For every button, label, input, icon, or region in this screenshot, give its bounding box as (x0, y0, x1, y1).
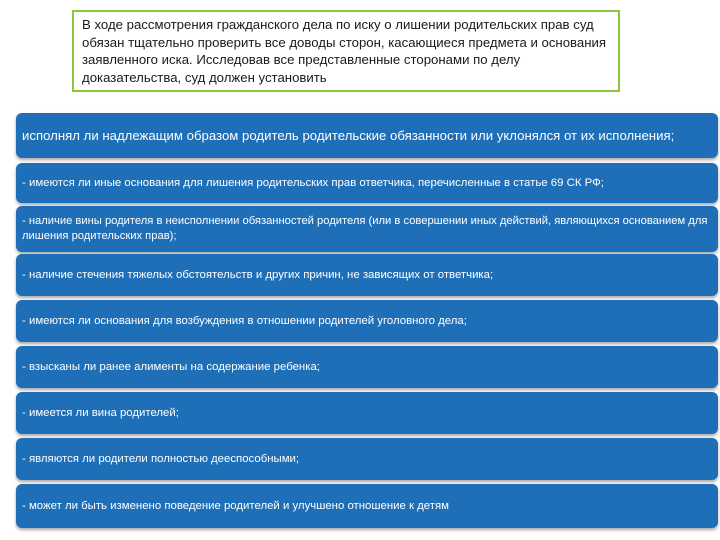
criteria-item-text: - наличие вины родителя в неисполнении обязанностей родителя (или в совершении иных действий, являющихся основанием для лишения родительских прав); (22, 215, 708, 242)
criteria-item-text: - являются ли родители полностью дееспособными; (22, 453, 300, 465)
criteria-item (16, 254, 718, 296)
intro-text: В ходе рассмотрения гражданского дела по иску о лишении родительских прав суд обязан тщательно проверить все доводы сторон, касающиеся предмета и основания заявленного иска. Исследовав все представленные сторонами по делу доказательства, суд должен установить (82, 17, 607, 85)
criteria-item (16, 163, 718, 203)
criteria-item-text: исполнял ли надлежащим образом родитель родительские обязанности или уклонялся от их исполнения; (22, 128, 675, 143)
criteria-item-text: - может ли быть изменено поведение родителей и улучшено отношение к детям (22, 500, 449, 512)
criteria-item (16, 300, 718, 342)
criteria-item (16, 206, 718, 252)
criteria-item-text: - имеются ли основания для возбуждения в отношении родителей уголовного дела; (22, 315, 467, 327)
criteria-item (16, 392, 718, 434)
criteria-item (16, 346, 718, 388)
criteria-item (16, 438, 718, 480)
criteria-item (16, 484, 718, 528)
criteria-item-text: - взысканы ли ранее алименты на содержание ребенка; (22, 361, 320, 373)
criteria-item-text: - наличие стечения тяжелых обстоятельств и других причин, не зависящих от ответчика; (22, 269, 494, 281)
criteria-item (16, 113, 718, 158)
criteria-item-text: - имеются ли иные основания для лишения родительских прав ответчика, перечисленные в статье 69 СК РФ; (22, 177, 604, 189)
criteria-item-text: - имеется ли вина родителей; (22, 407, 179, 419)
